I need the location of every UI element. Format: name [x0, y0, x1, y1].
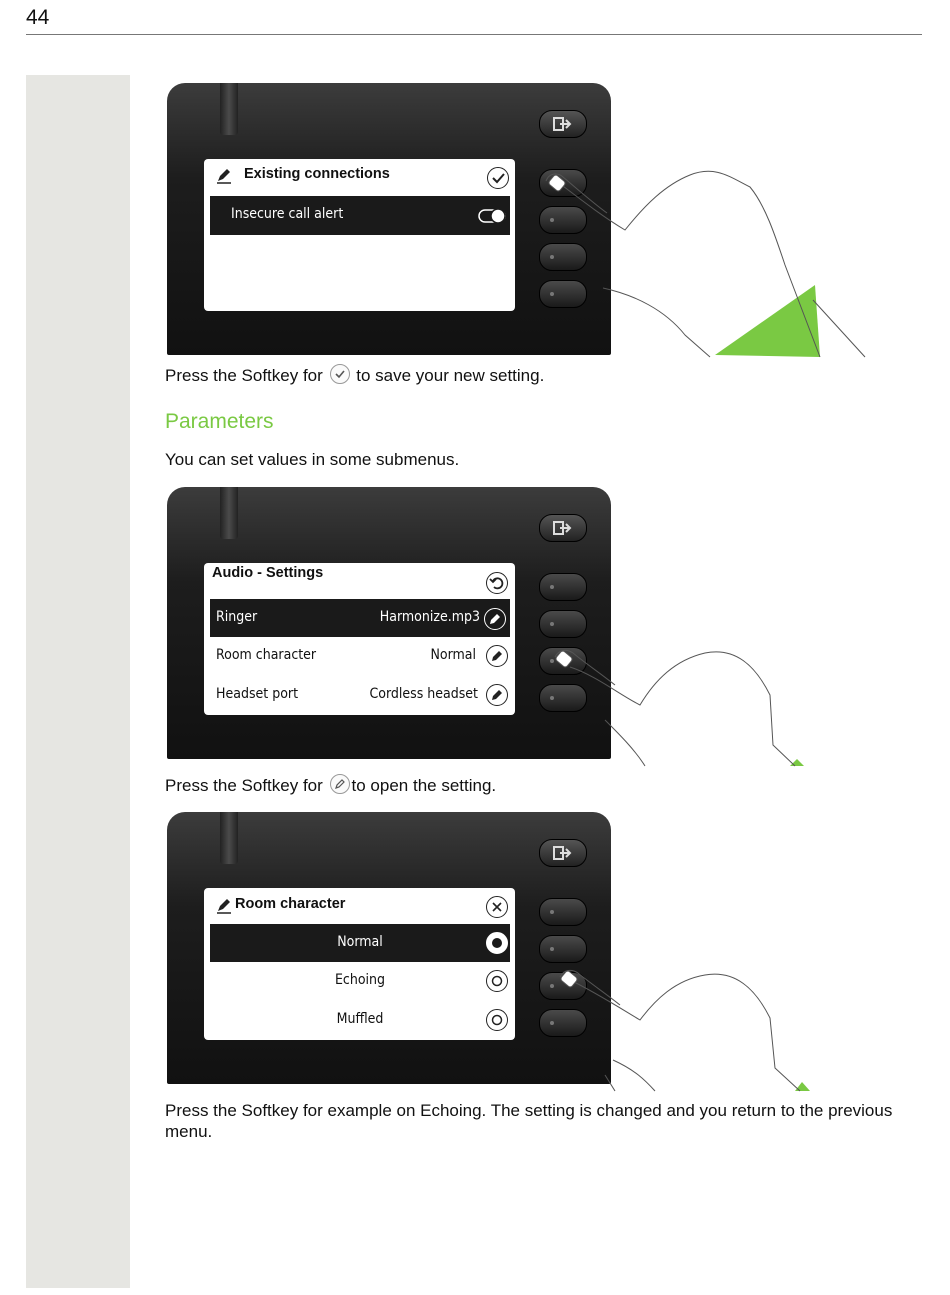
caption-text-after: to save your new setting.: [356, 366, 545, 385]
pressing-hand-illustration-2: [545, 495, 875, 770]
radio-selected-icon[interactable]: [486, 932, 508, 954]
caption-text-before: Press the Softkey for: [165, 366, 323, 385]
screen-title: Audio - Settings: [212, 565, 324, 581]
caption-open-setting: [165, 774, 496, 796]
row-value: Cordless headset: [369, 686, 478, 702]
menu-row-room-character[interactable]: [210, 637, 510, 675]
check-icon[interactable]: [487, 167, 509, 189]
intro-paragraph: You can set values in some submenus.: [165, 450, 460, 469]
phone-handset-notch: [220, 83, 238, 135]
option-row-normal[interactable]: [210, 924, 510, 962]
menu-row-ringer[interactable]: [210, 599, 510, 637]
row-label: Ringer: [216, 609, 258, 625]
edit-icon[interactable]: [484, 608, 506, 630]
caption-save-setting: [165, 364, 544, 386]
edit-icon: [216, 898, 232, 918]
phone-screen: [204, 888, 515, 1040]
radio-unselected-icon[interactable]: [486, 1009, 508, 1031]
margin-sidebar: [26, 75, 130, 1288]
section-heading: Parameters: [165, 410, 274, 433]
menu-row-selected[interactable]: [210, 196, 510, 235]
option-row-muffled[interactable]: [210, 1001, 510, 1039]
phone-handset-notch: [220, 812, 238, 864]
check-icon: [330, 364, 350, 384]
option-label: Normal: [337, 934, 383, 950]
phone-screen: [204, 563, 515, 715]
back-icon[interactable]: [486, 572, 508, 594]
screen-title: Existing connections: [244, 166, 390, 182]
option-label: Echoing: [334, 972, 386, 988]
caption-echoing: Press the Softkey for example on Echoing. The setting is changed and you return to the previous menu.: [165, 1101, 893, 1141]
phone-handset-notch: [220, 487, 238, 539]
phone-screen: [204, 159, 515, 311]
edit-icon: [216, 168, 232, 188]
radio-unselected-icon[interactable]: [486, 970, 508, 992]
close-icon[interactable]: [486, 896, 508, 918]
caption-text-after: to open the setting.: [351, 776, 497, 795]
edit-icon[interactable]: [486, 645, 508, 667]
screen-title: Room character: [235, 896, 346, 912]
edit-icon[interactable]: [486, 684, 508, 706]
row-value: Harmonize.mp3: [379, 609, 480, 625]
caption-text-before: Press the Softkey for: [165, 776, 323, 795]
option-row-echoing[interactable]: [210, 962, 510, 1000]
header-rule: [26, 34, 922, 35]
pressing-hand-illustration-1: [545, 95, 875, 375]
row-value: Normal: [430, 647, 476, 663]
row-label: Insecure call alert: [231, 206, 344, 222]
page-number: 44: [26, 6, 50, 29]
pressing-hand-illustration-3: [545, 820, 875, 1095]
toggle-switch-icon[interactable]: [478, 207, 508, 229]
row-label: Headset port: [216, 686, 299, 702]
edit-icon: [330, 774, 350, 794]
row-label: Room character: [216, 647, 317, 663]
menu-row-headset-port[interactable]: [210, 676, 510, 714]
option-label: Muffled: [336, 1011, 384, 1027]
